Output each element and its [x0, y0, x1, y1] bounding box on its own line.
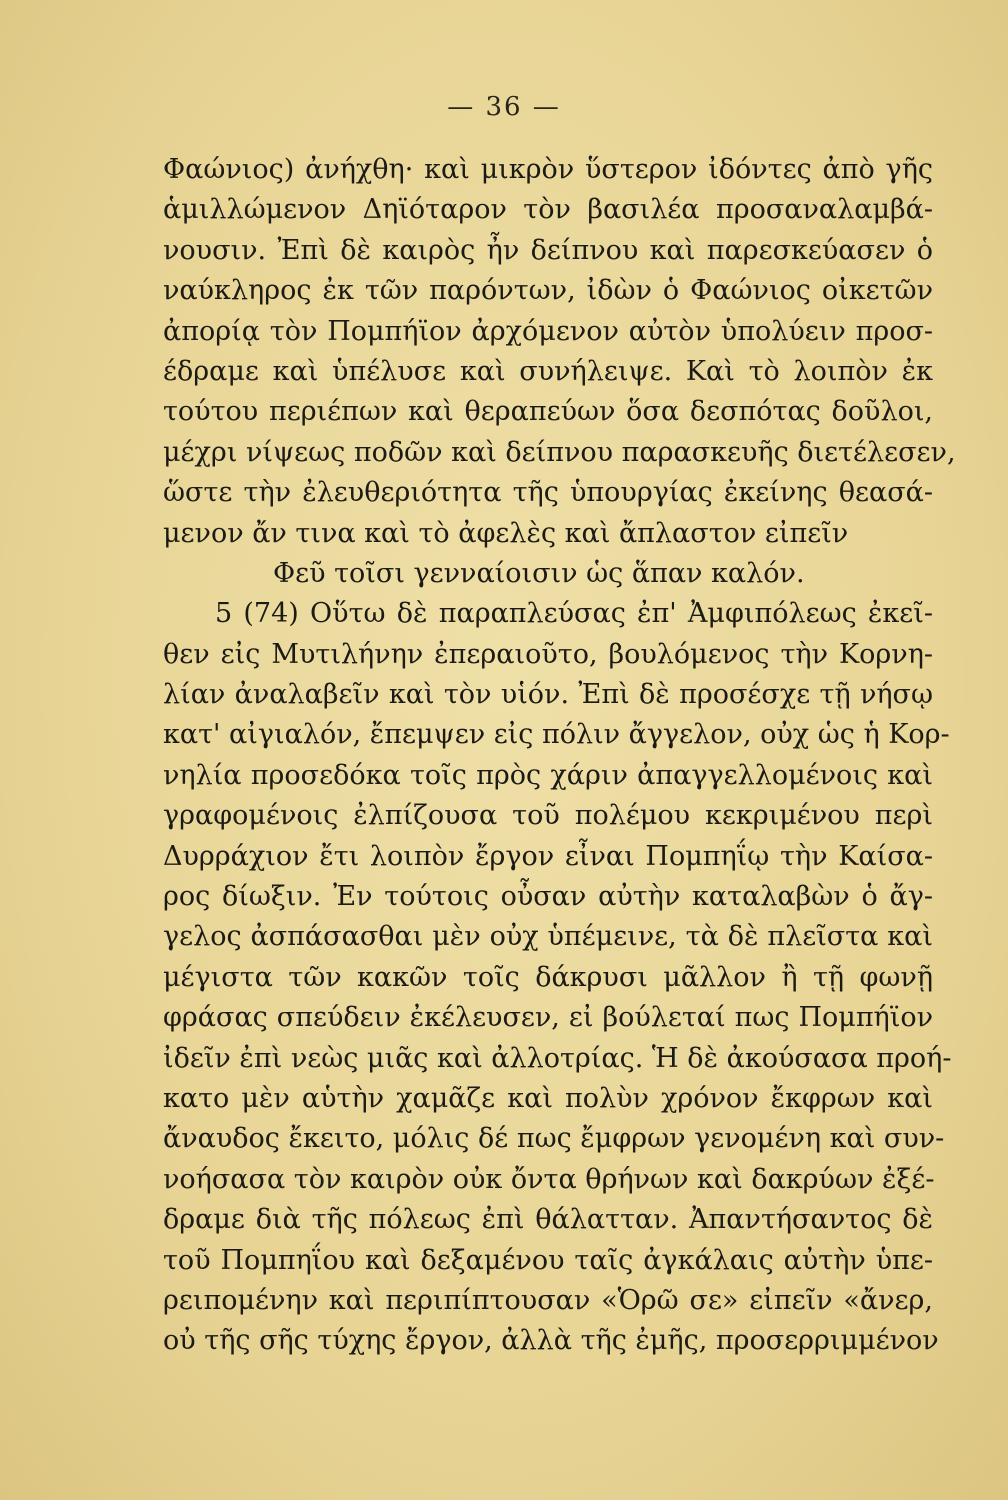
- page-number: — 36 —: [447, 92, 561, 122]
- text-line: τοῦ Πομπηΐου καὶ δεξαμένου ταῖς ἀγκάλαις αὐτὴν ὑπε-: [163, 1244, 933, 1276]
- text-line: τούτου περιέπων καὶ θεραπεύων ὅσα δεσπότας δοῦλοι,: [163, 396, 933, 428]
- text-line: νοήσασα τὸν καιρὸν οὐκ ὄντα θρήνων καὶ δακρύων ἐξέ-: [163, 1163, 935, 1195]
- text-line: ἰδεῖν ἐπὶ νεὼς μιᾶς καὶ ἀλλοτρίας. Ἡ δὲ ἀκούσασα προή-: [163, 1042, 952, 1074]
- text-line: ναύκληρος ἐκ τῶν παρόντων, ἰδὼν ὁ Φαώνιος οἰκετῶν: [163, 275, 933, 307]
- text-line: Φαώνιος) ἀνήχθη· καὶ μικρὸν ὕστερον ἰδόντες ἀπὸ γῆς: [163, 154, 933, 185]
- text-line: μέγιστα τῶν κακῶν τοῖς δάκρυσι μᾶλλον ἢ τῇ φωνῇ: [163, 961, 933, 993]
- section-start-line: 5 (74) Οὕτω δὲ παραπλεύσας ἐπ' Ἀμφιπόλεως ἐκεῖ-: [215, 598, 933, 630]
- text-line: ρειπομένην καὶ περιπίπτουσαν «Ὁρῶ σε» εἰπεῖν «ἄνερ,: [163, 1284, 933, 1316]
- text-line: νουσιν. Ἐπὶ δὲ καιρὸς ἦν δείπνου καὶ παρεσκεύασεν ὁ: [163, 234, 933, 266]
- text-line: θεν εἰς Μυτιλήνην ἐπεραιοῦτο, βουλόμενος τὴν Κορνη-: [163, 638, 933, 670]
- text-line: λίαν ἀναλαβεῖν καὶ τὸν υἱόν. Ἐπὶ δὲ προσέσχε τῇ νήσῳ: [163, 679, 933, 711]
- text-line: μενον ἄν τινα καὶ τὸ ἀφελὲς καὶ ἄπλαστον εἰπεῖν: [163, 517, 849, 549]
- text-line: νηλία προσεδόκα τοῖς πρὸς χάριν ἀπαγγελλομένοις καὶ: [163, 759, 933, 791]
- text-line: δραμε διὰ τῆς πόλεως ἐπὶ θάλατταν. Ἀπαντήσαντος δὲ: [163, 1204, 933, 1236]
- body-text: [163, 150, 956, 1362]
- text-line: ἄναυδος ἔκειτο, μόλις δέ πως ἔμφρων γενομένη καὶ συν-: [163, 1123, 945, 1155]
- text-line: γελος ἀσπάσασθαι μὲν οὐχ ὑπέμεινε, τὰ δὲ πλεῖστα καὶ: [163, 921, 933, 953]
- text-line: ἀπορίᾳ τὸν Πομπήϊον ἀρχόμενον αὐτὸν ὑπολύειν προσ-: [163, 315, 933, 347]
- text-line: ἁμιλλώμενον Δηϊόταρον τὸν βασιλέα προσαναλαμβά-: [163, 194, 933, 226]
- text-line: γραφομένοις ἐλπίζουσα τοῦ πολέμου κεκριμένου περὶ: [163, 800, 933, 832]
- text-line: οὐ τῆς σῆς τύχης ἔργον, ἀλλὰ τῆς ἐμῆς, προσερριμμένον: [163, 1325, 939, 1357]
- text-line: ὥστε τὴν ἐλευθεριότητα τῆς ὑπουργίας ἐκείνης θεασά-: [163, 477, 933, 509]
- text-line: ρος δίωξιν. Ἐν τούτοις οὖσαν αὐτὴν καταλαβὼν ὁ ἄγ-: [163, 881, 933, 913]
- text-line: φράσας σπεύδειν ἐκέλευσεν, εἰ βούλεταί πως Πομπήϊον: [163, 1002, 933, 1034]
- text-line: έδραμε καὶ ὑπέλυσε καὶ συνήλειψε. Καὶ τὸ λοιπὸν ἐκ: [163, 355, 933, 387]
- text-line: μέχρι νίψεως ποδῶν καὶ δείπνου παρασκευῆς διετέλεσεν,: [163, 436, 956, 468]
- verse-quote: Φεῦ τοῖσι γενναίοισιν ὡς ἅπαν καλόν.: [273, 557, 805, 589]
- text-line: κατο μὲν αὑτὴν χαμᾶζε καὶ πολὺν χρόνον ἔκφρων καὶ: [163, 1082, 933, 1114]
- text-line: Δυρράχιον ἔτι λοιπὸν ἔργον εἶναι Πομπηΐῳ τὴν Καίσα-: [163, 840, 933, 872]
- text-line: κατ' αἰγιαλόν, ἔπεμψεν εἰς πόλιν ἄγγελον, οὐχ ὡς ἡ Κορ-: [163, 719, 950, 751]
